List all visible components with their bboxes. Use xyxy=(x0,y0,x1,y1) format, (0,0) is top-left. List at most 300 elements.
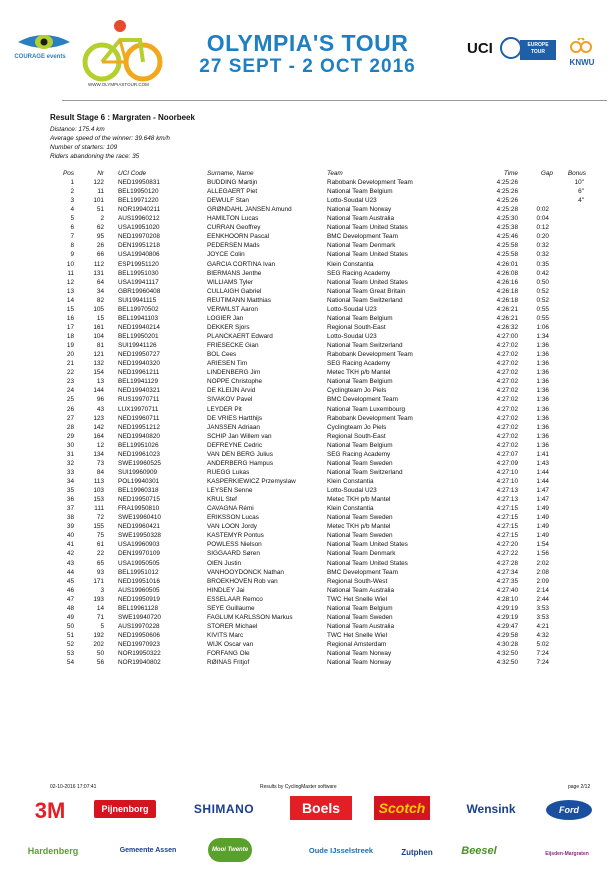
rider-team: Lotto-Soudal U23 xyxy=(327,197,377,205)
table-row xyxy=(0,187,615,196)
rider-nr: 134 xyxy=(93,450,104,458)
rider-uci-code: BEL19941129 xyxy=(118,378,159,386)
rider-time: 4:27:02 xyxy=(496,432,518,440)
rider-name: BUDDING Martijn xyxy=(207,179,258,186)
rider-gap: 1:49 xyxy=(536,505,549,513)
rider-name: FAGLUM KARLSSON Markus xyxy=(207,613,293,621)
rider-pos: 39 xyxy=(66,523,74,531)
rider-name: LEYDER Pit xyxy=(207,405,242,413)
rider-gap: 1:54 xyxy=(536,541,549,549)
rider-bonus: 4" xyxy=(578,197,584,205)
info-average-speed: Average speed of the winner: 39.648 km/h xyxy=(50,135,170,142)
rider-pos: 10 xyxy=(66,260,74,268)
rider-nr: 123 xyxy=(93,414,104,422)
rider-nr: 82 xyxy=(96,296,104,304)
rider-name: ARIESEN Tim xyxy=(207,360,248,368)
rider-pos: 7 xyxy=(70,233,74,241)
rider-nr: 193 xyxy=(93,595,104,603)
table-row xyxy=(0,658,615,667)
rider-gap: 0:04 xyxy=(536,215,549,223)
rider-name: DEWULF Stan xyxy=(207,197,249,205)
rider-gap: 1:47 xyxy=(536,496,549,504)
rider-team: Regional South-West xyxy=(327,577,388,585)
olympias-tour-bike-logo xyxy=(80,18,165,88)
rider-uci-code: SWE19940720 xyxy=(118,613,161,621)
info-abandoning: Riders abandoning the race: 35 xyxy=(50,153,140,160)
rider-team: Metec TKH p/b Mantel xyxy=(327,496,391,504)
rider-name: GARCIA CORTINA Ivan xyxy=(207,260,276,268)
rider-gap: 2:08 xyxy=(536,568,549,576)
rider-time: 4:26:21 xyxy=(496,305,518,313)
table-row xyxy=(0,649,615,658)
rider-team: BMC Development Team xyxy=(327,233,398,241)
table-header xyxy=(0,169,615,178)
table-row xyxy=(0,540,615,549)
rider-time: 4:25:26 xyxy=(496,197,518,205)
rider-name: BIERMANS Jenthe xyxy=(207,269,262,277)
rider-uci-code: SUI19941115 xyxy=(118,296,157,304)
rider-uci-code: USA19940806 xyxy=(118,251,160,259)
rider-time: 4:25:58 xyxy=(496,251,518,259)
rider-name: WIJK Oscar van xyxy=(207,641,254,649)
table-row xyxy=(0,595,615,604)
courage-events-logo xyxy=(14,30,72,70)
rider-gap: 2:14 xyxy=(536,586,549,594)
rider-name: LEYSEN Senne xyxy=(207,487,253,495)
rider-time: 4:26:18 xyxy=(496,296,518,304)
table-row xyxy=(0,178,615,187)
rider-uci-code: SUI19941126 xyxy=(118,342,157,350)
rider-nr: 101 xyxy=(93,197,104,205)
rider-pos: 37 xyxy=(66,505,74,513)
table-row xyxy=(0,278,615,287)
rider-pos: 32 xyxy=(66,459,74,467)
rider-gap: 0:55 xyxy=(536,314,549,322)
rider-team: National Team Norway xyxy=(327,206,392,214)
footer-date: 02-10-2016 17:07:41 xyxy=(50,784,97,790)
rider-nr: 11 xyxy=(97,188,104,196)
rider-team: National Team Denmark xyxy=(327,242,396,250)
rider-pos: 6 xyxy=(70,224,74,232)
rider-name: SEYE Guillaume xyxy=(207,604,255,612)
rider-team: National Team United States xyxy=(327,541,408,549)
rider-time: 4:27:28 xyxy=(496,559,518,567)
rider-name: VANHOOYDONCK Nathan xyxy=(207,568,284,576)
table-row xyxy=(0,260,615,269)
table-row xyxy=(0,613,615,622)
rider-time: 4:27:02 xyxy=(496,360,518,368)
result-title: Result Stage 6 : Margraten - Noorbeek xyxy=(50,113,195,122)
rider-nr: 202 xyxy=(93,641,104,649)
rider-nr: 72 xyxy=(96,514,104,522)
table-row xyxy=(0,568,615,577)
table-row xyxy=(0,477,615,486)
rider-name: DE VRIES Hartthijs xyxy=(207,414,263,422)
rider-pos: 48 xyxy=(66,604,74,612)
rider-gap: 0:12 xyxy=(536,224,549,232)
rider-time: 4:27:40 xyxy=(496,586,518,594)
rider-team: Lotto-Soudal U23 xyxy=(327,305,377,313)
rider-pos: 24 xyxy=(66,387,74,395)
rider-nr: 81 xyxy=(96,342,104,350)
rider-time: 4:26:21 xyxy=(496,314,518,322)
rider-time: 4:25:46 xyxy=(496,233,518,241)
rider-name: KRUL Stef xyxy=(207,496,237,504)
rider-team: BMC Development Team xyxy=(327,568,398,576)
table-row xyxy=(0,486,615,495)
rider-name: REUTIMANN Matthias xyxy=(207,296,271,304)
rider-uci-code: AUS19960505 xyxy=(118,586,160,594)
table-row xyxy=(0,341,615,350)
table-row xyxy=(0,332,615,341)
rider-team: National Team Australia xyxy=(327,215,395,223)
rider-pos: 17 xyxy=(66,323,74,331)
rider-team: National Team Great Britain xyxy=(327,287,406,295)
rider-time: 4:27:07 xyxy=(496,450,518,458)
table-row xyxy=(0,232,615,241)
rider-uci-code: BEL19941103 xyxy=(118,314,159,322)
rider-time: 4:32:50 xyxy=(496,659,518,667)
rider-pos: 28 xyxy=(66,423,74,431)
rider-uci-code: GBR19960408 xyxy=(118,287,161,295)
rider-nr: 13 xyxy=(96,378,104,386)
rider-team: National Team Belgium xyxy=(327,314,393,322)
rider-team: SEG Racing Academy xyxy=(327,269,391,277)
rider-gap: 4:32 xyxy=(536,632,549,639)
rider-name: FRIESECKE Gian xyxy=(207,342,259,350)
rider-pos: 33 xyxy=(66,468,74,476)
rider-nr: 154 xyxy=(93,369,104,377)
rider-uci-code: BEL19951012 xyxy=(118,568,159,576)
rider-time: 4:32:50 xyxy=(496,650,518,658)
rider-time: 4:29:19 xyxy=(496,613,518,621)
rider-uci-code: RUS19970711 xyxy=(118,396,160,404)
rider-nr: 73 xyxy=(96,459,104,467)
table-row xyxy=(0,559,615,568)
uci-label: UCI xyxy=(467,40,493,57)
rider-team: SEG Racing Academy xyxy=(327,450,391,458)
rider-team: National Team United States xyxy=(327,278,408,286)
rider-nr: 121 xyxy=(93,351,104,359)
rider-time: 4:27:35 xyxy=(496,577,518,585)
rider-team: Klein Constantia xyxy=(327,505,374,513)
rider-pos: 15 xyxy=(66,305,74,313)
rider-nr: 26 xyxy=(96,242,104,250)
rider-pos: 49 xyxy=(66,613,74,621)
rider-uci-code: NED19960711 xyxy=(118,414,160,422)
rider-name: NOPPE Christophe xyxy=(207,378,263,386)
rider-nr: 62 xyxy=(96,224,104,232)
rider-team: Regional South-East xyxy=(327,323,386,331)
rider-pos: 9 xyxy=(70,251,74,259)
rider-gap: 0:32 xyxy=(536,242,549,250)
rider-nr: 192 xyxy=(93,632,104,639)
rider-team: Metec TKH p/b Mantel xyxy=(327,523,391,531)
rider-name: DE KLEIJN Arvid xyxy=(207,387,256,395)
rider-uci-code: NED19950715 xyxy=(118,496,160,504)
rider-pos: 23 xyxy=(66,378,74,386)
rider-nr: 142 xyxy=(93,423,104,431)
rider-uci-code: AUS19960212 xyxy=(118,215,160,223)
table-row xyxy=(0,196,615,205)
sponsor-wensink: Wensink xyxy=(466,802,516,816)
rider-team: Klein Constantia xyxy=(327,477,374,485)
header xyxy=(0,0,615,100)
rider-uci-code: NOR19950322 xyxy=(118,650,161,658)
rider-uci-code: USA19941117 xyxy=(118,278,159,286)
rider-nr: 71 xyxy=(96,613,104,621)
rider-nr: 5 xyxy=(100,622,104,630)
rider-name: ANDERBERG Hampus xyxy=(207,459,274,467)
rider-team: Cyclingteam Jo Piels xyxy=(327,387,387,395)
rider-nr: 15 xyxy=(96,314,104,322)
sponsor-pijnenborg: Pijnenborg xyxy=(94,800,156,818)
rider-time: 4:26:08 xyxy=(496,269,518,277)
table-row xyxy=(0,549,615,558)
rider-uci-code: NED19950727 xyxy=(118,351,160,359)
rider-name: PLANCKAERT Edward xyxy=(207,333,273,341)
rider-gap: 1:36 xyxy=(536,360,549,368)
rider-time: 4:28:10 xyxy=(496,595,518,603)
rider-pos: 52 xyxy=(66,641,74,649)
rider-name: KASPERKIEWICZ Przemyslaw xyxy=(207,477,296,485)
sponsor-zutphen: Zutphen xyxy=(401,848,433,857)
sponsor-shimano: SHIMANO xyxy=(193,802,255,816)
rider-time: 4:26:32 xyxy=(496,323,518,331)
rider-pos: 53 xyxy=(66,650,74,658)
rider-team: Rabobank Development Team xyxy=(327,351,413,359)
rider-gap: 2:02 xyxy=(536,559,549,567)
rider-nr: 3 xyxy=(100,586,104,594)
rider-uci-code: NED19970208 xyxy=(118,233,160,241)
col-gap: Gap xyxy=(540,170,553,177)
rider-uci-code: NED19950831 xyxy=(118,179,160,186)
table-row xyxy=(0,377,615,386)
knwu-label: KNWU xyxy=(569,58,595,67)
rider-uci-code: BEL19950120 xyxy=(118,188,159,196)
rider-time: 4:25:30 xyxy=(496,215,518,223)
rider-uci-code: BEL19950201 xyxy=(118,333,159,341)
rider-nr: 155 xyxy=(93,523,104,531)
rider-uci-code: FRA19950810 xyxy=(118,505,160,513)
rider-time: 4:26:16 xyxy=(496,278,518,286)
sponsor-mooi-twente: Mooi Twente xyxy=(208,838,252,862)
tour-dates: 27 SEPT - 2 OCT 2016 xyxy=(199,56,416,77)
rider-time: 4:27:15 xyxy=(496,523,518,531)
rider-gap: 0:52 xyxy=(536,287,549,295)
rider-time: 4:27:15 xyxy=(496,532,518,540)
rider-pos: 42 xyxy=(66,550,74,558)
rider-name: JANSSEN Adriaan xyxy=(207,423,260,431)
col-time: Time xyxy=(503,170,518,177)
rider-gap: 1:36 xyxy=(536,414,549,422)
rider-team: National Team Australia xyxy=(327,586,395,594)
col-name: Surname, Name xyxy=(207,170,254,177)
rider-time: 4:27:02 xyxy=(496,423,518,431)
table-row xyxy=(0,214,615,223)
rider-pos: 30 xyxy=(66,441,74,449)
rider-time: 4:27:15 xyxy=(496,514,518,522)
rider-team: National Team Sweden xyxy=(327,514,393,522)
rider-uci-code: NED19951016 xyxy=(118,577,160,585)
rider-time: 4:27:02 xyxy=(496,396,518,404)
info-starters: Number of starters: 109 xyxy=(50,144,118,151)
header-divider xyxy=(62,100,607,101)
rider-team: National Team Belgium xyxy=(327,188,393,196)
rider-gap: 1:47 xyxy=(536,487,549,495)
rider-nr: 43 xyxy=(96,405,104,413)
rider-name: SIGGAARD Søren xyxy=(207,550,260,558)
rider-nr: 113 xyxy=(93,477,104,485)
rider-name: PEDERSEN Mads xyxy=(207,242,260,250)
sponsor-scotch: Scotch xyxy=(374,796,430,820)
rider-time: 4:27:02 xyxy=(496,351,518,359)
rider-pos: 35 xyxy=(66,487,74,495)
rider-name: CAVAGNA Rémi xyxy=(207,505,254,513)
rider-uci-code: AUS19970228 xyxy=(118,622,160,630)
rider-nr: 103 xyxy=(93,487,104,495)
rider-gap: 1:44 xyxy=(536,477,549,485)
rider-pos: 45 xyxy=(66,577,74,585)
rider-nr: 122 xyxy=(93,179,104,186)
rider-pos: 43 xyxy=(66,559,74,567)
rider-name: VAN DEN BERG Julius xyxy=(207,450,273,458)
rider-uci-code: NOR19940211 xyxy=(118,206,161,214)
rider-pos: 1 xyxy=(70,179,74,186)
rider-pos: 31 xyxy=(66,450,74,458)
rider-name: HINDLEY Jai xyxy=(207,586,245,594)
rider-team: National Team Belgium xyxy=(327,604,393,612)
rider-pos: 11 xyxy=(67,269,74,277)
rider-team: National Team Denmark xyxy=(327,550,396,558)
rider-uci-code: BEL19961128 xyxy=(118,604,159,612)
rider-name: LINDENBERG Jim xyxy=(207,369,261,377)
rider-nr: 132 xyxy=(93,360,104,368)
rider-uci-code: BEL19951026 xyxy=(118,441,159,449)
rider-pos: 50 xyxy=(66,622,74,630)
table-row xyxy=(0,622,615,631)
rider-time: 4:25:58 xyxy=(496,242,518,250)
rider-name: DEFREYNE Cedric xyxy=(207,441,263,449)
rider-nr: 56 xyxy=(96,659,104,667)
rider-time: 4:27:02 xyxy=(496,387,518,395)
rider-name: ERIKSSON Lucas xyxy=(207,514,259,522)
table-row xyxy=(0,423,615,432)
rider-pos: 4 xyxy=(70,206,74,214)
rider-team: Regional South-East xyxy=(327,432,386,440)
rider-uci-code: USA19950505 xyxy=(118,559,160,567)
rider-pos: 16 xyxy=(66,314,74,322)
rider-gap: 0:32 xyxy=(536,251,549,259)
rider-team: National Team United States xyxy=(327,559,408,567)
rider-time: 4:25:38 xyxy=(496,224,518,232)
rider-name: BROEKHOVEN Rob van xyxy=(207,577,278,585)
rider-team: National Team Belgium xyxy=(327,378,393,386)
table-row xyxy=(0,368,615,377)
table-row xyxy=(0,241,615,250)
rider-team: TWC Het Snelle Wiel xyxy=(327,595,388,603)
rider-name: ESSELAAR Remco xyxy=(207,595,263,603)
rider-nr: 153 xyxy=(93,496,104,504)
rider-time: 4:27:02 xyxy=(496,414,518,422)
table-row xyxy=(0,305,615,314)
rider-name: SCHIP Jan Willem van xyxy=(207,432,272,440)
rider-team: National Team Sweden xyxy=(327,532,393,540)
rider-uci-code: SUI19960909 xyxy=(118,468,158,476)
sponsor-3m: 3M xyxy=(34,798,66,823)
rider-team: National Team Switzerland xyxy=(327,296,403,304)
rider-time: 4:27:34 xyxy=(496,568,518,576)
rider-time: 4:27:10 xyxy=(496,468,518,476)
rider-team: National Team Norway xyxy=(327,650,392,658)
rider-pos: 40 xyxy=(66,532,74,540)
rider-gap: 1:36 xyxy=(536,405,549,413)
rider-name: VAN LOON Jordy xyxy=(207,523,257,531)
rider-pos: 25 xyxy=(66,396,74,404)
rider-uci-code: NED19940320 xyxy=(118,360,160,368)
rider-uci-code: NED19940820 xyxy=(118,432,160,440)
rider-uci-code: NED19940321 xyxy=(118,387,160,395)
table-row xyxy=(0,604,615,613)
rider-nr: 12 xyxy=(96,441,104,449)
rider-uci-code: NED19940214 xyxy=(118,323,160,331)
rider-pos: 26 xyxy=(66,405,74,413)
rider-gap: 1:36 xyxy=(536,441,549,449)
rider-gap: 1:49 xyxy=(536,532,549,540)
table-row xyxy=(0,640,615,649)
uci-europe-tour-badge: EUROPE TOUR xyxy=(520,40,556,60)
rider-nr: 34 xyxy=(96,287,104,295)
rider-pos: 29 xyxy=(66,432,74,440)
rider-nr: 66 xyxy=(96,251,104,259)
rider-time: 4:27:02 xyxy=(496,405,518,413)
table-row xyxy=(0,250,615,259)
rider-name: JOYCE Colin xyxy=(207,251,245,259)
rider-pos: 14 xyxy=(66,296,74,304)
rider-gap: 4:21 xyxy=(536,622,549,630)
rider-nr: 50 xyxy=(96,650,104,658)
rider-bonus: 6" xyxy=(578,188,584,196)
rider-time: 4:27:02 xyxy=(496,342,518,350)
rider-name: OIEN Justin xyxy=(207,559,242,567)
tour-title: OLYMPIA'S TOUR xyxy=(206,30,409,56)
rider-pos: 3 xyxy=(70,197,74,205)
rider-pos: 54 xyxy=(66,659,74,667)
table-row xyxy=(0,405,615,414)
rider-pos: 20 xyxy=(66,351,74,359)
rider-uci-code: USA19960903 xyxy=(118,541,160,549)
col-bonus: Bonus xyxy=(567,170,586,177)
rider-time: 4:27:02 xyxy=(496,369,518,377)
rider-pos: 21 xyxy=(66,360,74,368)
rider-nr: 164 xyxy=(93,432,104,440)
rider-gap: 1:34 xyxy=(536,333,549,341)
table-row xyxy=(0,631,615,640)
rider-team: Rabobank Development Team xyxy=(327,414,413,422)
rider-time: 4:26:18 xyxy=(496,287,518,295)
table-row xyxy=(0,323,615,332)
rider-nr: 75 xyxy=(96,532,104,540)
table-row xyxy=(0,586,615,595)
table-row xyxy=(0,531,615,540)
rider-team: National Team United States xyxy=(327,251,408,259)
rider-nr: 144 xyxy=(93,387,104,395)
rider-time: 4:27:02 xyxy=(496,378,518,386)
table-row xyxy=(0,296,615,305)
rider-uci-code: SWE19950328 xyxy=(118,532,161,540)
rider-uci-code: NED19970923 xyxy=(118,641,160,649)
rider-uci-code: NED19951212 xyxy=(118,423,160,431)
